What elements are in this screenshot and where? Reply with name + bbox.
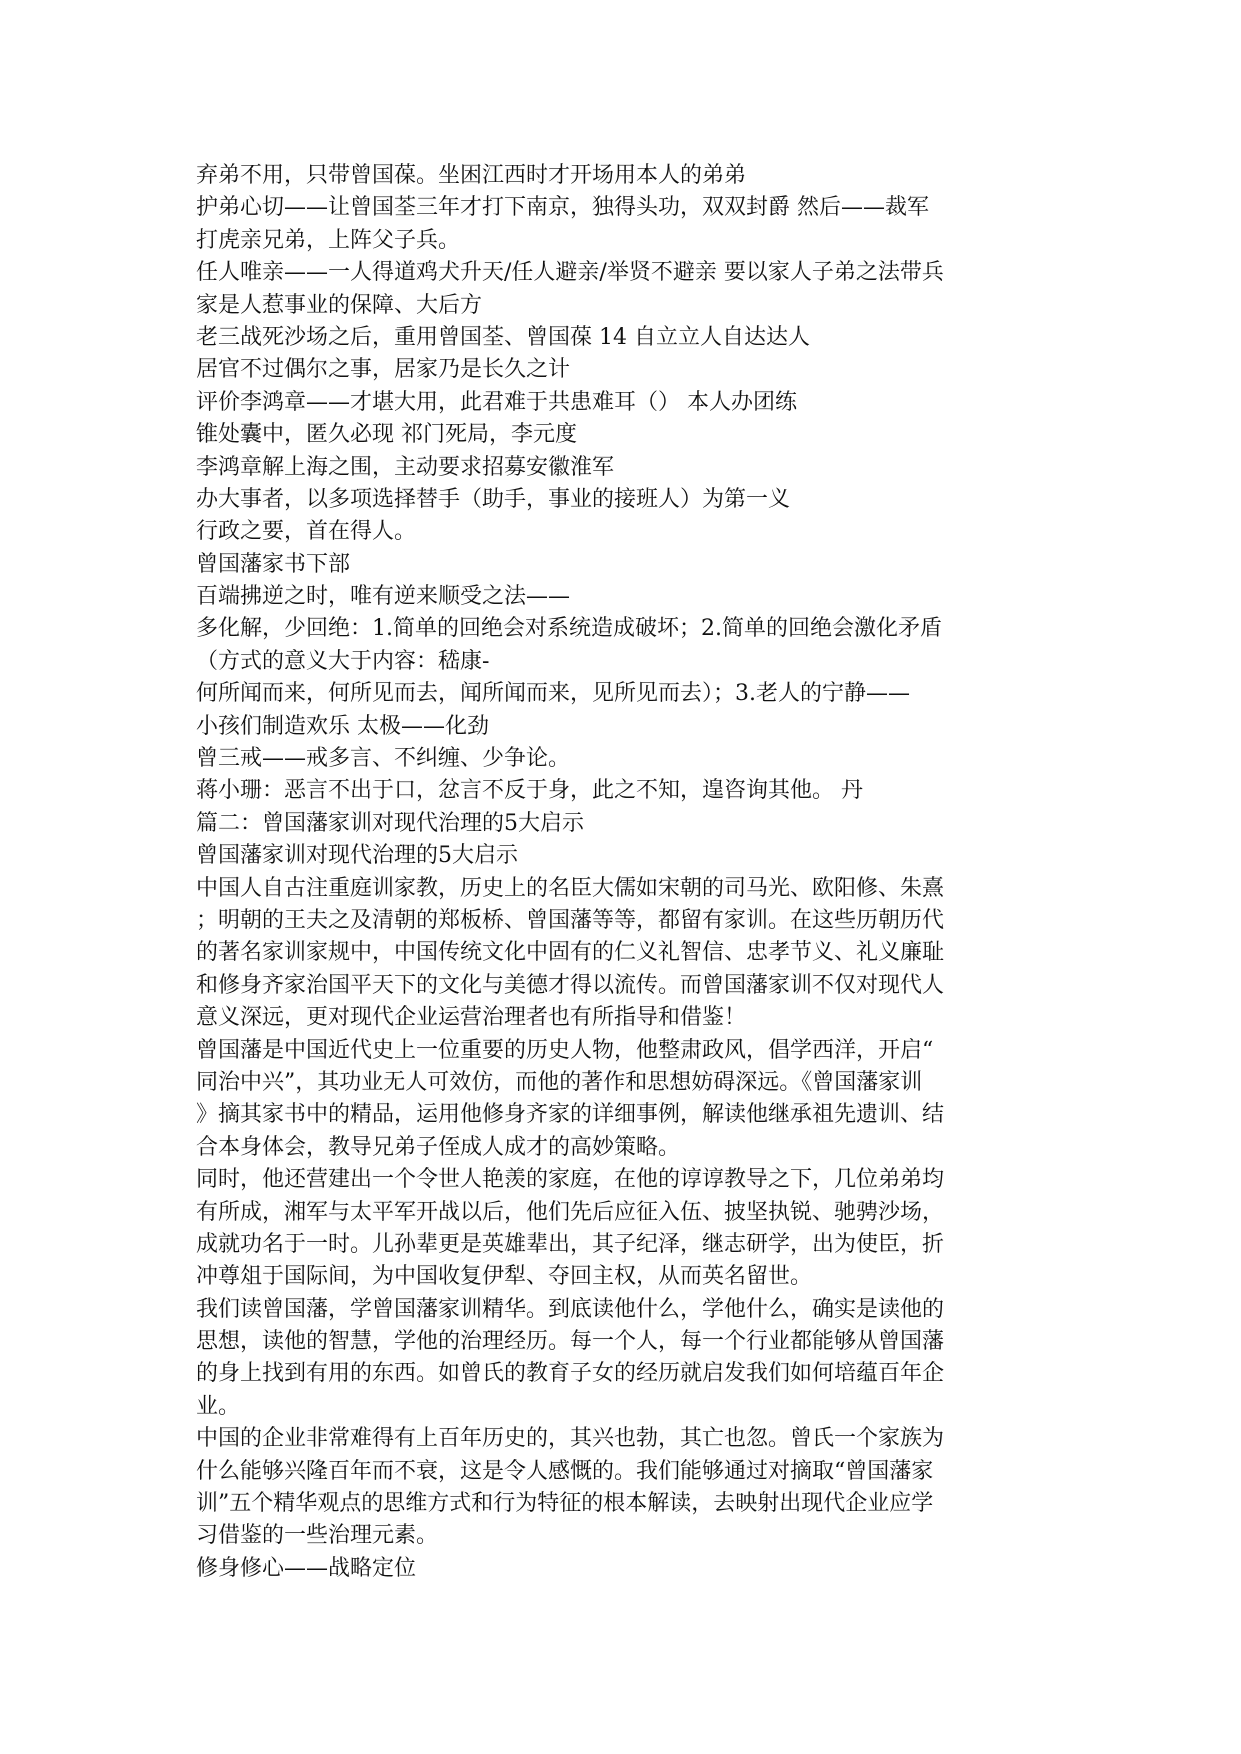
text-line: （方式的意义大于内容：嵇康- — [196, 648, 490, 674]
text-line: 意义深远，更对现代企业运营治理者也有所指导和借鉴！ — [196, 1005, 747, 1031]
text-line: 李鸿章解上海之围，主动要求招募安徽淮军 — [196, 454, 615, 480]
text-line: 》摘其家书中的精品，运用他修身齐家的详细事例，解读他继承祖先遗训、结 — [196, 1102, 945, 1128]
text-line: 中国人自古注重庭训家教，历史上的名臣大儒如宋朝的司马光、欧阳修、朱熹 — [196, 875, 945, 901]
text-line: 习借鉴的一些治理元素。 — [196, 1523, 439, 1549]
text-line: 的著名家训家规中，中国传统文化中固有的仁义礼智信、忠孝节义、礼义廉耻 — [196, 940, 945, 966]
text-line: 老三战死沙场之后，重用曾国荃、曾国葆 14 自立立人自达达人 — [196, 324, 810, 350]
section-heading: 修身修心——战略定位 — [196, 1555, 417, 1581]
text-line: 业。 — [196, 1393, 241, 1419]
text-line: 合本身体会，教导兄弟子侄成人成才的高妙策略。 — [196, 1134, 681, 1160]
text-line: 的身上找到有用的东西。如曾氏的教育子女的经历就启发我们如何培蕴百年企 — [196, 1361, 945, 1387]
text-line: 我们读曾国藩，学曾国藩家训精华。到底读他什么，学他什么，确实是读他的 — [196, 1296, 945, 1322]
text-line: 办大事者，以多项选择替手（助手，事业的接班人）为第一义 — [196, 486, 791, 512]
text-line: 任人唯亲——一人得道鸡犬升天/任人避亲/举贤不避亲 要以家人子弟之法带兵 — [196, 260, 944, 286]
text-line: 弃弟不用，只带曾国葆。坐困江西时才开场用本人的弟弟 — [196, 163, 747, 188]
text-line: 什么能够兴隆百年而不衰，这是令人感慨的。我们能够通过对摘取“曾国藩家 — [196, 1458, 934, 1484]
text-line: 思想，读他的智慧，学他的治理经历。每一个人，每一个行业都能够从曾国藩 — [196, 1329, 945, 1355]
text-line: 蒋小珊：恶言不出于口，忿言不反于身，此之不知，遑咨询其他。 丹 — [196, 778, 863, 804]
text-line: 行政之要，首在得人。 — [196, 519, 417, 545]
text-line: 和修身齐家治国平天下的文化与美德才得以流传。而曾国藩家训不仅对现代人 — [196, 972, 945, 998]
section-heading: 曾国藩家书下部 — [196, 551, 351, 577]
text-line: 小孩们制造欢乐 太极——化劲 — [196, 713, 489, 739]
text-line: ；明朝的王夫之及清朝的郑板桥、曾国藩等等，都留有家训。在这些历朝历代 — [196, 907, 945, 933]
text-line: 何所闻而来，何所见而去，闻所闻而来，见所见而去）；3.老人的宁静—— — [196, 681, 910, 707]
document-body — [196, 160, 1056, 1585]
section-heading: 篇二：曾国藩家训对现代治理的5大启示 — [196, 810, 584, 836]
text-line: 家是人惹事业的保障、大后方 — [196, 292, 483, 318]
text-line: 训”五个精华观点的思维方式和行为特征的根本解读，去映射出现代企业应学 — [196, 1491, 934, 1517]
text-line: 打虎亲兄弟，上阵父子兵。 — [196, 227, 461, 253]
text-line: 有所成，湘军与太平军开战以后，他们先后应征入伍、披坚执锐、驰骋沙场， — [196, 1199, 945, 1225]
text-line: 百端拂逆之时，唯有逆来顺受之法—— — [196, 584, 571, 610]
text-line: 曾三戒——戒多言、不纠缠、少争论。 — [196, 746, 571, 772]
text-line: 锥处囊中，匿久必现 祁门死局，李元度 — [196, 422, 577, 448]
text-line: 多化解，少回绝：1.简单的回绝会对系统造成破坏；2.简单的回绝会激化矛盾 — [196, 616, 942, 642]
text-line: 同时，他还营建出一个令世人艳羡的家庭，在他的谆谆教导之下，几位弟弟均 — [196, 1167, 945, 1193]
text-line: 中国的企业非常难得有上百年历史的，其兴也勃，其亡也忽。曾氏一个家族为 — [196, 1426, 945, 1452]
text-line: 冲尊俎于国际间，为中国收复伊犁、夺回主权，从而英名留世。 — [196, 1264, 813, 1290]
text-line: 同治中兴”，其功业无人可效仿，而他的著作和思想妨碍深远。《曾国藩家训 — [196, 1069, 923, 1095]
article-title: 曾国藩家训对现代治理的5大启示 — [196, 843, 518, 869]
text-line: 护弟心切——让曾国荃三年才打下南京，独得头功，双双封爵 然后——裁军 — [196, 195, 929, 221]
text-line: 成就功名于一时。儿孙辈更是英雄辈出，其子纪泽，继志研学，出为使臣，折 — [196, 1231, 945, 1257]
text-line: 曾国藩是中国近代史上一位重要的历史人物，他整肃政风，倡学西洋，开启“ — [196, 1037, 934, 1063]
text-line: 居官不过偶尔之事，居家乃是长久之计 — [196, 357, 571, 383]
text-line: 评价李鸿章——才堪大用，此君难于共患难耳（） 本人办团练 — [196, 389, 797, 415]
